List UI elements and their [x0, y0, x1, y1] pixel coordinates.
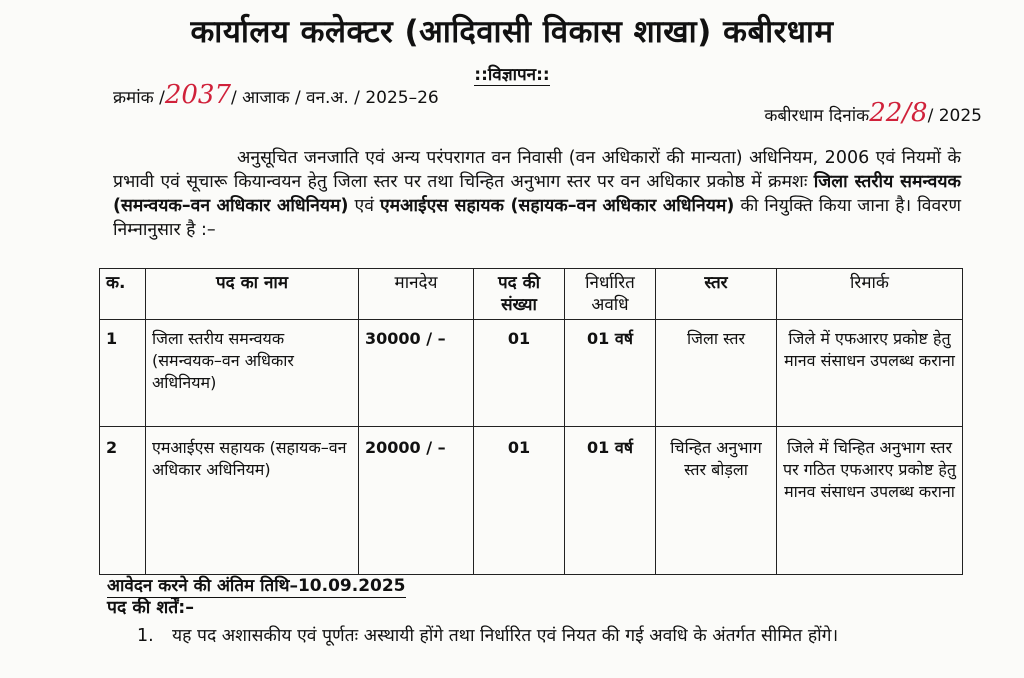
handwritten-date: 22/8	[869, 98, 928, 128]
cell-level: जिला स्तर	[656, 320, 777, 427]
header-name: पद का नाम	[146, 269, 359, 320]
condition-number: 1.	[137, 626, 154, 646]
cell-name: एमआईएस सहायक (सहायक–वन अधिकार अधिनियम)	[146, 427, 359, 575]
cell-remark: जिले में चिन्हित अनुभाग स्तर पर गठित एफआरए प्रकोष्ट हेतु मानव संसाधन उपलब्ध कराना	[777, 427, 963, 575]
header-no: क.	[100, 269, 146, 320]
header-count: पद की संख्या	[474, 269, 565, 320]
condition-text: यह पद अशासकीय एवं पूर्णतः अस्थायी होंगे तथा निर्धारित एवं नियत की गई अवधि के अंतर्गत सीमित होंगे।	[172, 626, 839, 646]
cell-duration: 01 वर्ष	[565, 427, 656, 575]
handwritten-ref-number: 2037	[164, 80, 231, 110]
cell-name: जिला स्तरीय समन्वयक (समन्वयक–वन अधिकार अधिनियम)	[146, 320, 359, 427]
conditions-heading: पद की शर्तें:–	[107, 598, 195, 618]
header-honorarium: मानदेय	[359, 269, 474, 320]
advertisement-label: ::विज्ञापन::	[474, 65, 550, 85]
intro-paragraph: अनुसूचित जनजाति एवं अन्य परंपरागत वन निवासी (वन अधिकारों की मान्यता) अधिनियम, 2006 एवं नियमों के प्रभावी एवं सूचारू कियान्वयन हेतु जिला स्तर पर तथा चिन्हित अनुभाग स्तर पर वन अधिकार प्रकोष्ठ में क्रमशः जिला स्तरीय समन्वयक (समन्वयक–वन अधिकार अधिनियम) एवं एमआईएस सहायक (सहायक–वन अधिकार अधिनियम) की नियुक्ति किया जाना है। विवरण निम्नानुसार है :–	[113, 148, 961, 240]
cell-no: 1	[100, 320, 146, 427]
cell-honorarium: 30000 / –	[359, 320, 474, 427]
header-duration: निर्धारित अवधि	[565, 269, 656, 320]
table-header-row	[100, 269, 963, 320]
office-title: कार्यालय कलेक्टर (आदिवासी विकास शाखा) कबीरधाम	[190, 14, 834, 50]
cell-honorarium: 20000 / –	[359, 427, 474, 575]
cell-count: 01	[474, 320, 565, 427]
header-level: स्तर	[656, 269, 777, 320]
cell-count: 01	[474, 427, 565, 575]
header-remark: रिमार्क	[777, 269, 963, 320]
table-row	[100, 427, 963, 575]
issue-date: कबीरधाम दिनांक22/8/ 2025	[764, 98, 982, 128]
cell-level: चिन्हित अनुभाग स्तर बोड़ला	[656, 427, 777, 575]
cell-no: 2	[100, 427, 146, 575]
posts-table	[99, 268, 963, 575]
cell-remark: जिले में एफआरए प्रकोष्ट हेतु मानव संसाधन उपलब्ध कराना	[777, 320, 963, 427]
application-deadline: आवेदन करने की अंतिम तिथि–10.09.2025	[107, 573, 406, 598]
reference-number: क्रमांक /2037/ आजाक / वन.अ. / 2025–26	[113, 80, 439, 110]
cell-duration: 01 वर्ष	[565, 320, 656, 427]
table-row	[100, 320, 963, 427]
